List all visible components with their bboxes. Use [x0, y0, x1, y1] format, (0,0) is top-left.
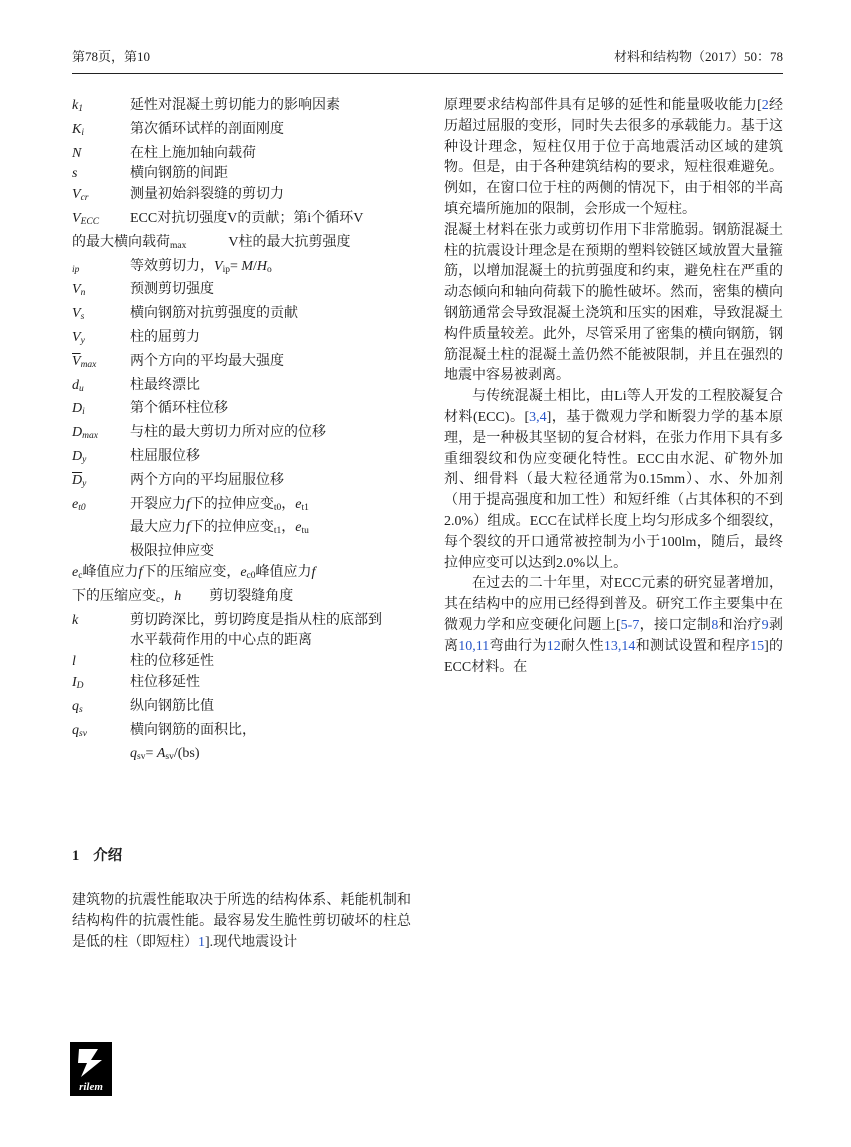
- nomenclature-row: [72, 399, 411, 423]
- symbol-description: 水平载荷作用的中心点的距离: [130, 633, 312, 649]
- symbol-description: 两个方向的平均屈服位移: [130, 472, 284, 488]
- symbol: $V_y$: [72, 329, 85, 346]
- symbol: l: [72, 654, 76, 670]
- nomenclature-row: [72, 280, 411, 304]
- nomenclature-row: [72, 352, 411, 376]
- symbol: $D_{max}$: [72, 425, 98, 442]
- symbol: k: [72, 612, 79, 628]
- symbol-description: ECC对抗切强度V的贡献；第i个循环V: [130, 210, 364, 226]
- symbol: [72, 744, 130, 768]
- symbol-description: 柱屈服位移: [130, 448, 200, 464]
- symbol-description: 横向钢筋对抗剪强度的贡献: [130, 306, 298, 322]
- symbol-description: 柱位移延性: [130, 674, 200, 690]
- header-page-number: 第78页，第10: [72, 49, 151, 64]
- nomenclature-row: [72, 257, 411, 281]
- citation-link[interactable]: 5-7: [620, 617, 640, 633]
- intro-paragraph: 建筑物的抗震性能取决于所选的结构体系、耗能机制和结构构件的抗震性能。最容易发生脆性剪切破坏的柱总是低的柱（即短柱）1].现代地震设计: [72, 892, 411, 950]
- nomenclature-list: [72, 96, 411, 768]
- nomenclature-row: [72, 209, 411, 233]
- nomenclature-row: [72, 518, 411, 542]
- paragraph: 原理要求结构部件具有足够的延性和能量吸收能力[2经历超过屈服的变形，同时失去很多的承载能力。基于这种设计理念，短柱仅用于位于高地震活动区域的建筑物。但是，由于各种建筑结构的要求，短柱很难避免。例如，在窗口位于柱的两侧的情况下，由于相邻的半高填充墙所施加的限制，会形成一个短柱。: [444, 98, 783, 217]
- nomenclature-row: [72, 233, 411, 257]
- header-journal-reference: 材料和结构物（2017）50：78: [613, 49, 783, 64]
- symbol-description: 延性对混凝土剪切能力的影响因素: [130, 98, 340, 113]
- symbol: N: [72, 145, 82, 161]
- nomenclature-row: [72, 744, 411, 768]
- nomenclature-row: [72, 376, 411, 400]
- symbol-description: 第次循环试样的剖面刚度: [130, 121, 284, 137]
- symbol-description: 柱的位移延性: [130, 654, 214, 670]
- nomenclature-row: [72, 328, 411, 352]
- nomenclature-row: [72, 611, 411, 632]
- symbol-description: 下的压缩应变$_c$，h 剪切裂缝角度: [72, 588, 294, 605]
- nomenclature-row: [72, 631, 411, 652]
- symbol: $V_{ECC}$: [72, 210, 100, 227]
- symbol: $q_{sv}$: [72, 722, 87, 739]
- symbol: $D_y$: [72, 448, 87, 465]
- nomenclature-row: [72, 673, 411, 697]
- right-column: [444, 96, 783, 953]
- symbol: $q_s$: [72, 698, 83, 715]
- rilem-logo-text: rilem: [79, 1081, 103, 1093]
- nomenclature-row: [72, 471, 411, 495]
- citation-link[interactable]: 8: [711, 617, 719, 633]
- symbol-description: 纵向钢筋比值: [130, 698, 214, 714]
- paragraph: 混凝土材料在张力或剪切作用下非常脆弱。钢筋混凝土柱的抗震设计理念是在预期的塑料铰链区域放置大量箍筋，以增加混凝土的抗剪强度和约束，避免柱在严重的动态倾向和轴向荷载下的脆性破坏。然而，密集的横向钢筋通常会导致混凝土浇筑和压实的困难，导致混凝土构件质量较差。此外，尽管采用了密集的横向钢筋，钢筋混凝土柱的混凝土盖仍然不能被限制，并且在强烈的地震中容易被剥离。: [444, 222, 783, 384]
- rilem-logo: [70, 1042, 112, 1096]
- section-number: 1: [72, 848, 80, 865]
- symbol: $D_i$: [72, 401, 85, 418]
- nomenclature-row: [72, 542, 411, 563]
- nomenclature-row: [72, 185, 411, 209]
- symbol: $k_1$: [72, 98, 83, 114]
- section-title: 介绍: [93, 848, 123, 865]
- nomenclature-row: [72, 652, 411, 673]
- symbol-description: 横向钢筋的间距: [130, 166, 228, 182]
- citation-link[interactable]: 2: [761, 98, 769, 113]
- page-header: [72, 46, 783, 74]
- nomenclature-row: [72, 721, 411, 745]
- nomenclature-row: [72, 563, 411, 587]
- symbol-description: 的最大横向载荷$_{max}$ V柱的最大抗剪强度: [72, 234, 351, 251]
- symbol: ip: [72, 264, 80, 275]
- symbol: $\overline{V}_{max}$: [72, 353, 97, 370]
- nomenclature-row: [72, 697, 411, 721]
- symbol: $I_D$: [72, 674, 84, 691]
- citation-link[interactable]: 1: [198, 934, 205, 950]
- nomenclature-row: [72, 587, 411, 611]
- citation-link[interactable]: 9: [761, 617, 769, 633]
- nomenclature-row: [72, 164, 411, 185]
- paragraph: 与传统混凝土相比，由Li等人开发的工程胶凝复合材料(ECC)。[3,4]，基于微观力学和断裂力学的基本原理，是一种极其坚韧的复合材料，在张力作用下具有多重细裂纹和伪应变硬化特性。ECC由水泥、矿物外加剂、细骨料（最大粒径通常为0.15mm）、水、外加剂（用于提高强度和加工性）和短纤维（占其体积的不到2.0%）组成。ECC在试样长度上均匀形成多个细裂纹，每个裂纹的开口通常被控制为小于100lm，随后，最终拉伸应变可以达到2.0%以上。: [444, 389, 783, 571]
- symbol-description: 柱最终漂比: [130, 377, 200, 393]
- nomenclature-row: [72, 96, 411, 120]
- symbol-description: 测量初始斜裂缝的剪切力: [130, 187, 284, 203]
- nomenclature-row: [72, 495, 411, 519]
- symbol: $K_i$: [72, 121, 84, 138]
- citation-link[interactable]: 3,4: [529, 409, 547, 425]
- symbol-description: 开裂应力f下的拉伸应变$_{t0}$，$e_{t1}$: [130, 496, 309, 513]
- paragraph: 在过去的二十年里，对ECC元素的研究显著增加，其在结构中的应用已经得到普及。研究工作主要集中在微观力学和应变硬化问题上[5-7，接口定制8和治疗9剥离10,11弯曲行为12耐久性13,14和测试设置和程序15]的ECC材料。在: [444, 576, 784, 675]
- citation-link[interactable]: 13,14: [603, 638, 636, 654]
- symbol: $d_u$: [72, 377, 84, 394]
- two-column-body: [72, 96, 783, 953]
- citation-link[interactable]: 10,11: [458, 638, 490, 654]
- symbol: [72, 518, 130, 542]
- symbol-description: 两个方向的平均最大强度: [130, 353, 284, 369]
- symbol-description: 等效剪切力，$V_{ip}= M/H_o$: [130, 258, 272, 275]
- nomenclature-row: [72, 423, 411, 447]
- citation-link[interactable]: 12: [546, 638, 561, 654]
- symbol: [72, 631, 130, 652]
- symbol-description: 极限拉伸应变: [130, 544, 214, 560]
- rilem-logo-graphic: [70, 1042, 112, 1096]
- symbol: s: [72, 166, 78, 182]
- symbol: [72, 542, 130, 563]
- nomenclature-row: [72, 120, 411, 144]
- citation-link[interactable]: 15: [750, 638, 765, 654]
- section-heading: [72, 846, 411, 867]
- symbol-description: $e_c$峰值应力f下的压缩应变，$e_{c0}$峰值应力f: [72, 564, 316, 581]
- nomenclature-row: [72, 447, 411, 471]
- symbol-description: 柱的屈剪力: [130, 329, 200, 345]
- symbol-description: $q_{sv}= A_{sv}/(bs)$: [130, 746, 200, 763]
- symbol: $e_{t0}$: [72, 496, 86, 513]
- symbol-description: 剪切跨深比，剪切跨度是指从柱的底部到: [130, 612, 382, 628]
- symbol: $V_{cr}$: [72, 187, 89, 204]
- symbol-description: 第个循环柱位移: [130, 401, 228, 417]
- nomenclature-row: [72, 304, 411, 328]
- symbol: $V_s$: [72, 306, 85, 323]
- nomenclature-row: [72, 144, 411, 165]
- symbol-description: 与柱的最大剪切力所对应的位移: [130, 425, 326, 441]
- symbol-description: 最大应力f下的拉伸应变$_{t1}$，$e_{tu}$: [130, 520, 309, 537]
- left-column: [72, 96, 411, 953]
- symbol: $V_n$: [72, 282, 86, 299]
- symbol-description: 横向钢筋的面积比，: [130, 722, 256, 738]
- symbol: $\overline{D}_y$: [72, 472, 87, 489]
- symbol-description: 预测剪切强度: [130, 282, 214, 298]
- symbol-description: 在柱上施加轴向载荷: [130, 145, 256, 161]
